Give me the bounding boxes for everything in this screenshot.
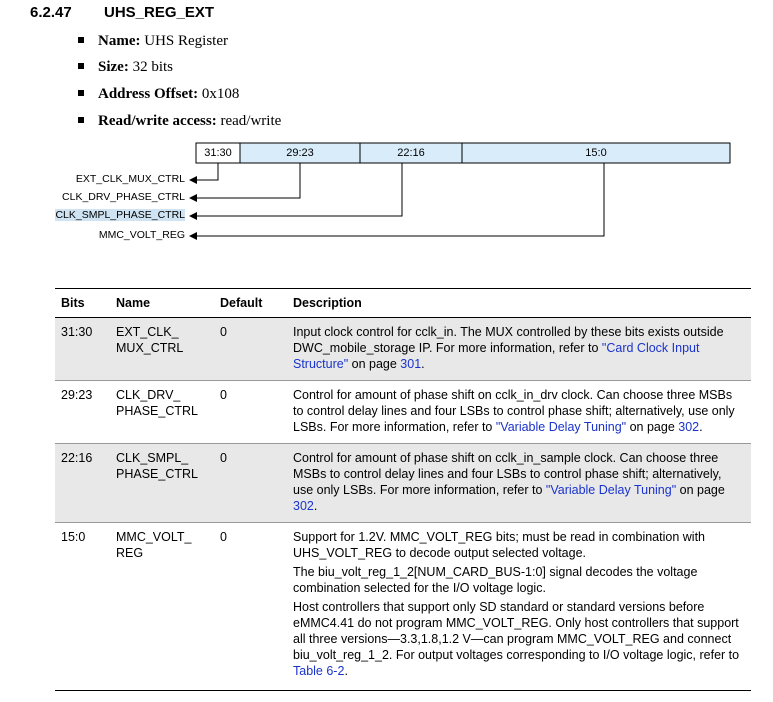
cell-default: 0 <box>214 318 287 381</box>
cell-name: CLK_DRV_ PHASE_CTRL <box>110 381 214 444</box>
description-text: . <box>699 420 703 434</box>
cell-name: CLK_SMPL_ PHASE_CTRL <box>110 444 214 523</box>
description-text: on page <box>676 483 725 497</box>
card-clock-link[interactable]: "Card Clock Input Structure" <box>293 341 700 371</box>
table-row <box>55 444 751 523</box>
description-paragraph: The biu_volt_reg_1_2[NUM_CARD_BUS-1:0] signal decodes the voltage combination selected for the I/O voltage logic. <box>293 565 698 595</box>
property-label: Read/write access: <box>98 113 217 129</box>
cell-description <box>287 318 751 381</box>
page-link[interactable]: 302 <box>678 420 700 434</box>
table-6-2-link[interactable]: Table 6-2 <box>293 664 345 678</box>
field-bits-15-0: 15:0 <box>585 147 607 159</box>
cell-name: MMC_VOLT_ REG <box>110 523 214 691</box>
cell-description <box>287 523 751 691</box>
description-text: on page <box>626 420 679 434</box>
description-text: Control for amount of phase shift on cclk_in_sample clock. Can choose three MSBs to control delay lines and four LSBs to control phase shift; alternatively, use only LSBs. For more information, refer to <box>293 451 722 497</box>
field-label-clk-smpl-phase: CLK_SMPL_PHASE_CTRL <box>55 209 185 221</box>
cell-bits: 15:0 <box>55 523 110 691</box>
description-text: Host controllers that support only SD standard or standard versions before eMMC4.41 do not program MMC_VOLT_REG. Only host controllers that support all three versions—3.3,1.8,1.2 V—can program MMC_VOLT_REG and connect biu_volt_reg_1_2. For output voltages corresponding to I/O voltage logic, refer to <box>293 600 740 662</box>
field-bits-31-30: 31:30 <box>204 147 232 159</box>
property-label: Size: <box>98 59 129 75</box>
table-row <box>55 523 751 691</box>
connector-line <box>190 163 218 180</box>
description-text: Input clock control for cclk_in. The MUX controlled by these bits exists outside DWC_mobile_storage IP. For more information, refer to <box>293 325 724 355</box>
property-value: UHS Register <box>144 33 228 49</box>
connector-line <box>190 163 402 216</box>
connector-line <box>190 163 604 236</box>
cell-bits: 29:23 <box>55 381 110 444</box>
cell-description <box>287 381 751 444</box>
property-label: Address Offset: <box>98 86 199 102</box>
page-link[interactable]: 301 <box>400 357 422 371</box>
property-label: Name: <box>98 33 141 49</box>
variable-delay-link[interactable]: "Variable Delay Tuning" <box>545 483 677 497</box>
table-header-row <box>55 289 751 318</box>
table-row <box>55 381 751 444</box>
cell-bits: 31:30 <box>55 318 110 381</box>
register-field-table <box>55 288 751 691</box>
property-value: 32 bits <box>132 59 174 75</box>
cell-description <box>287 444 751 523</box>
property-value: 0x108 <box>201 86 240 102</box>
register-diagram <box>0 0 773 260</box>
field-label-clk-drv-phase: CLK_DRV_PHASE_CTRL <box>62 191 185 203</box>
field-label-ext-clk-mux: EXT_CLK_MUX_CTRL <box>75 173 185 185</box>
section-number: 6.2.47 <box>30 4 72 21</box>
description-text: . <box>344 664 348 678</box>
cell-name: EXT_CLK_ MUX_CTRL <box>110 318 214 381</box>
field-bits-29-23: 29:23 <box>286 147 314 159</box>
property-value: read/write <box>220 113 282 129</box>
cell-bits: 22:16 <box>55 444 110 523</box>
description-text: . <box>421 357 425 371</box>
description-text: Control for amount of phase shift on cclk_in_drv clock. Can choose three MSBs to control delay lines and four LSBs to control phase shift; alternatively, use only LSBs. For more information, refer to <box>293 388 735 434</box>
cell-default: 0 <box>214 523 287 691</box>
description-paragraph <box>293 599 745 679</box>
header-bits: Bits <box>55 289 110 318</box>
cell-default: 0 <box>214 381 287 444</box>
description-paragraph: Support for 1.2V. MMC_VOLT_REG bits; must be read in combination with UHS_VOLT_REG to decode output selected voltage. <box>293 530 705 560</box>
variable-delay-link[interactable]: "Variable Delay Tuning" <box>495 420 627 434</box>
description-text: . <box>313 499 318 513</box>
header-name: Name <box>110 289 214 318</box>
header-default: Default <box>214 289 287 318</box>
section-title: UHS_REG_EXT <box>104 4 215 21</box>
table-row <box>55 318 751 381</box>
page-link[interactable]: 302 <box>293 499 314 513</box>
header-description: Description <box>287 289 751 318</box>
field-label-mmc-volt-reg: MMC_VOLT_REG <box>98 229 185 241</box>
description-text: on page <box>348 357 401 371</box>
field-bits-22-16: 22:16 <box>397 147 425 159</box>
cell-default: 0 <box>214 444 287 523</box>
